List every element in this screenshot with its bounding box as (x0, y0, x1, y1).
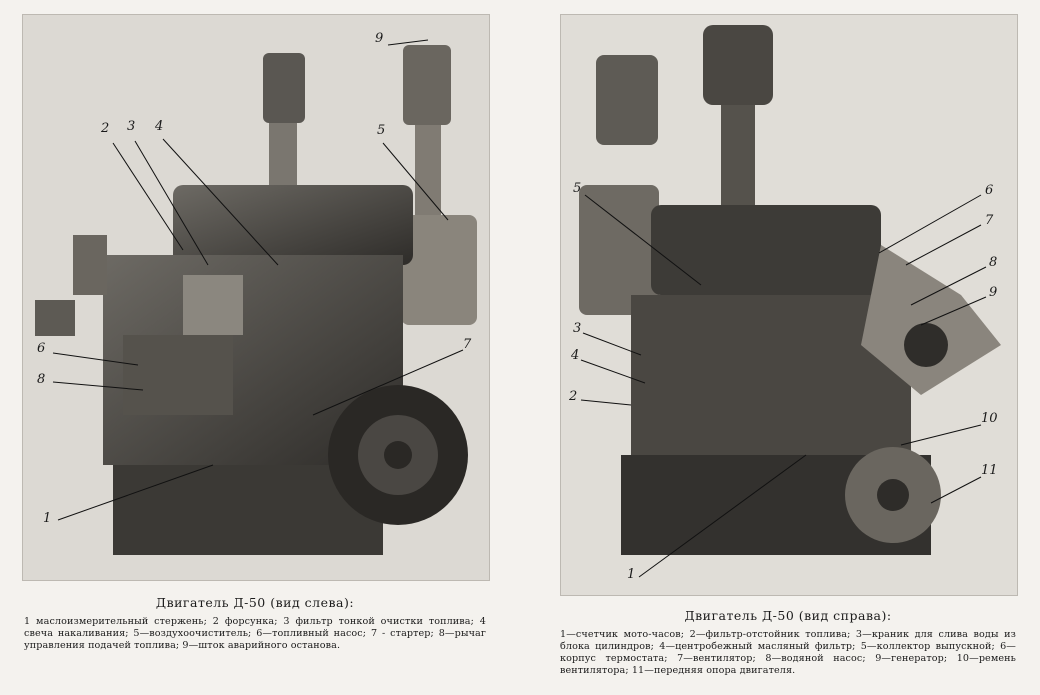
callout-label: 9 (989, 285, 998, 300)
callout-label: 7 (463, 337, 472, 352)
left-caption-legend: 1 маслоизмерительный стержень; 2 форсунка; 3 фильтр тонкой очистки топлива; 4 свеча накаливания; 5—воздухоочиститель; 6—топливный насос; 7 - стартер; 8—рычаг управления подачей топлива; 9—шток аварийного останова. (24, 616, 486, 651)
callout-label: 1 (43, 511, 52, 526)
left-figure (22, 14, 488, 652)
callout-label: 2 (569, 389, 578, 404)
right-caption-title: Двигатель Д-50 (вид справа): (684, 608, 892, 623)
engine-left-illustration (23, 15, 489, 580)
right-caption-legend: 1—счетчик мото-часов; 2—фильтр-отстойник топлива; 3—краник для слива воды из блока цилиндров; 4—центробежный масляный фильтр; 5—коллектор выпускной; 6—корпус термостата; 7—вентилятор; 8—водяной насос; 9—генератор; 10—ремень вентилятора; 11—передняя опора двигателя. (560, 629, 1016, 676)
callout-label: 6 (37, 341, 46, 356)
callout-label: 9 (375, 31, 384, 46)
callout-label: 8 (37, 372, 46, 387)
callout-label: 1 (627, 567, 636, 582)
left-caption-title: Двигатель Д-50 (вид слева): (155, 595, 355, 610)
callout-label: 5 (573, 181, 582, 196)
callout-label: 4 (571, 348, 580, 363)
callout-label: 3 (127, 119, 136, 134)
callout-label: 7 (985, 213, 994, 228)
right-figure (560, 14, 1016, 677)
engine-left-view-photo (22, 14, 490, 581)
callout-label: 8 (989, 255, 998, 270)
callout-label: 4 (155, 119, 164, 134)
callout-label: 3 (573, 321, 582, 336)
callout-label: 10 (981, 411, 998, 426)
engine-right-view-photo (560, 14, 1018, 596)
callout-label: 6 (985, 183, 994, 198)
callout-label: 5 (377, 123, 386, 138)
callout-label: 11 (981, 463, 998, 478)
callout-label: 2 (101, 121, 110, 136)
engine-right-illustration (561, 15, 1017, 595)
